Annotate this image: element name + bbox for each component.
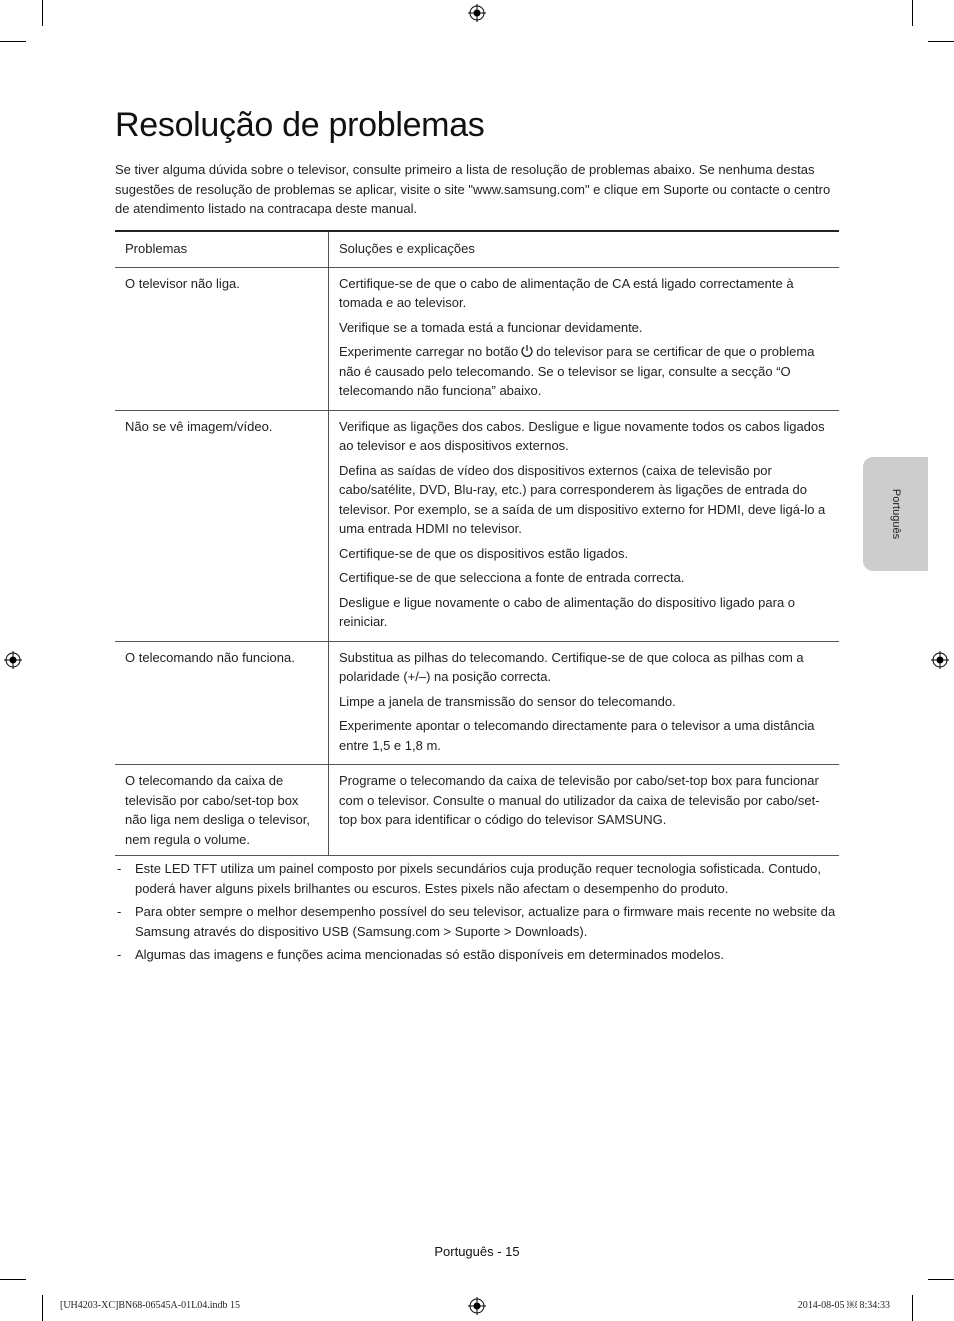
intro-paragraph: Se tiver alguma dúvida sobre o televisor, consulte primeiro a lista de resolução de problemas abaixo. Se nenhuma destas sugestões de resolução de problemas se aplicar, visite o site "www.samsung.com" e clique em Suporte ou contacte o centro de atendimento listado na contracapa deste manual. <box>115 162 831 216</box>
power-icon <box>520 344 534 358</box>
solution-text: Limpe a janela de transmissão do sensor do telecomando. <box>339 693 676 709</box>
table-header-row <box>115 231 839 267</box>
registration-mark-icon <box>468 1297 486 1315</box>
list-item <box>115 859 839 898</box>
crop-mark <box>42 0 43 26</box>
solutions-cell <box>329 765 840 856</box>
solution-text: Certifique-se de que selecciona a fonte de entrada correcta. <box>339 570 685 585</box>
solution-text: Experimente apontar o telecomando directamente para o televisor a uma distância entre 1,5 e 1,8 m. <box>339 718 815 753</box>
crop-mark <box>0 1279 26 1280</box>
note-text: Este LED TFT utiliza um painel composto por pixels secundários cuja produção requer tecnologia sofisticada. Contudo, poderá haver alguns pixels brilhantes ou escuros. Estes pixels não afectam o desempenho do produto. <box>135 861 822 896</box>
solution-text: Verifique se a tomada está a funcionar devidamente. <box>339 319 643 335</box>
solutions-cell <box>329 641 840 765</box>
notes-list <box>115 859 839 969</box>
page-number: Português - 15 <box>434 1244 520 1259</box>
registration-mark-icon <box>931 651 949 669</box>
problem-cell: Não se vê imagem/vídeo. <box>115 410 329 641</box>
column-header-problems: Problemas <box>115 231 329 267</box>
print-info-file: [UH4203-XC]BN68-06545A-01L04.indb 15 <box>60 1300 240 1311</box>
solution-text: Substitua as pilhas do telecomando. Certifique-se de que coloca as pilhas com a polaridade (+/–) na posição correcta. <box>339 649 804 684</box>
registration-mark-icon <box>4 651 22 669</box>
solution-text: Certifique-se de que os dispositivos estão ligados. <box>339 545 629 561</box>
note-text: Algumas das imagens e funções acima mencionadas só estão disponíveis em determinados modelos. <box>135 947 724 962</box>
list-item <box>115 945 839 965</box>
note-marker: - <box>117 947 122 962</box>
note-text: Para obter sempre o melhor desempenho possível do seu televisor, actualize para o firmware mais recente no website da Samsung através do dispositivo USB (Samsung.com > Suporte > Downloads). <box>135 904 836 939</box>
solution-text: Programe o telecomando da caixa de televisão por cabo/set-top box para funcionar com o televisor. Consulte o manual do utilizador da caixa de televisão por cabo/set-top box para identificar o código do televisor SAMSUNG. <box>339 773 820 827</box>
solution-text: Defina as saídas de vídeo dos dispositivos externos (caixa de televisão por cabo/satélite, DVD, Blu-ray, etc.) para corresponderem às ligações de entrada do televisor. Por exemplo, se a saída de um dispositivo externo for HDMI, deve ligá-lo a uma entrada HDMI no televisor. <box>339 462 826 536</box>
solution-text-part: Experimente carregar no botão <box>339 344 519 359</box>
problem-cell: O telecomando da caixa de televisão por cabo/set-top box não liga nem desliga o televisor, nem regula o volume. <box>115 765 329 856</box>
crop-mark <box>42 1295 43 1321</box>
solution-text: Desligue e ligue novamente o cabo de alimentação do dispositivo ligado para o reiniciar. <box>339 594 796 629</box>
crop-mark <box>928 1279 954 1280</box>
column-header-solutions: Soluções e explicações <box>329 231 840 267</box>
note-marker: - <box>117 904 122 919</box>
solution-text <box>339 342 829 401</box>
table-row <box>115 410 839 641</box>
page-title: Resolução de problemas <box>115 106 485 144</box>
solutions-cell <box>329 410 840 641</box>
registration-mark-icon <box>468 4 486 22</box>
troubleshooting-table <box>115 230 839 856</box>
table-row <box>115 641 839 765</box>
problem-cell: O telecomando não funciona. <box>115 641 329 765</box>
print-info-timestamp: 2014-08-05 ￼ 8:34:33 <box>797 1300 890 1311</box>
solutions-cell <box>329 267 840 410</box>
language-side-tab <box>863 457 928 571</box>
solution-text: Certifique-se de que o cabo de alimentação de CA está ligado correctamente à tomada e ao televisor. <box>339 275 794 310</box>
crop-mark <box>912 0 913 26</box>
crop-mark <box>912 1295 913 1321</box>
solution-text-part: do televisor para se certificar de que o problema não é causado pelo telecomando. Se o televisor se ligar, consulte a secção “O telecomando não funciona” abaixo. <box>339 344 815 398</box>
crop-mark <box>928 41 954 42</box>
language-side-tab-label: Português <box>889 488 902 540</box>
table-row <box>115 267 839 410</box>
solution-text: Verifique as ligações dos cabos. Desligue e ligue novamente todos os cabos ligados ao televisor e aos dispositivos externos. <box>339 418 825 453</box>
problem-cell: O televisor não liga. <box>115 267 329 410</box>
crop-mark <box>0 41 26 42</box>
table-row <box>115 765 839 856</box>
list-item <box>115 902 839 941</box>
note-marker: - <box>117 861 122 876</box>
